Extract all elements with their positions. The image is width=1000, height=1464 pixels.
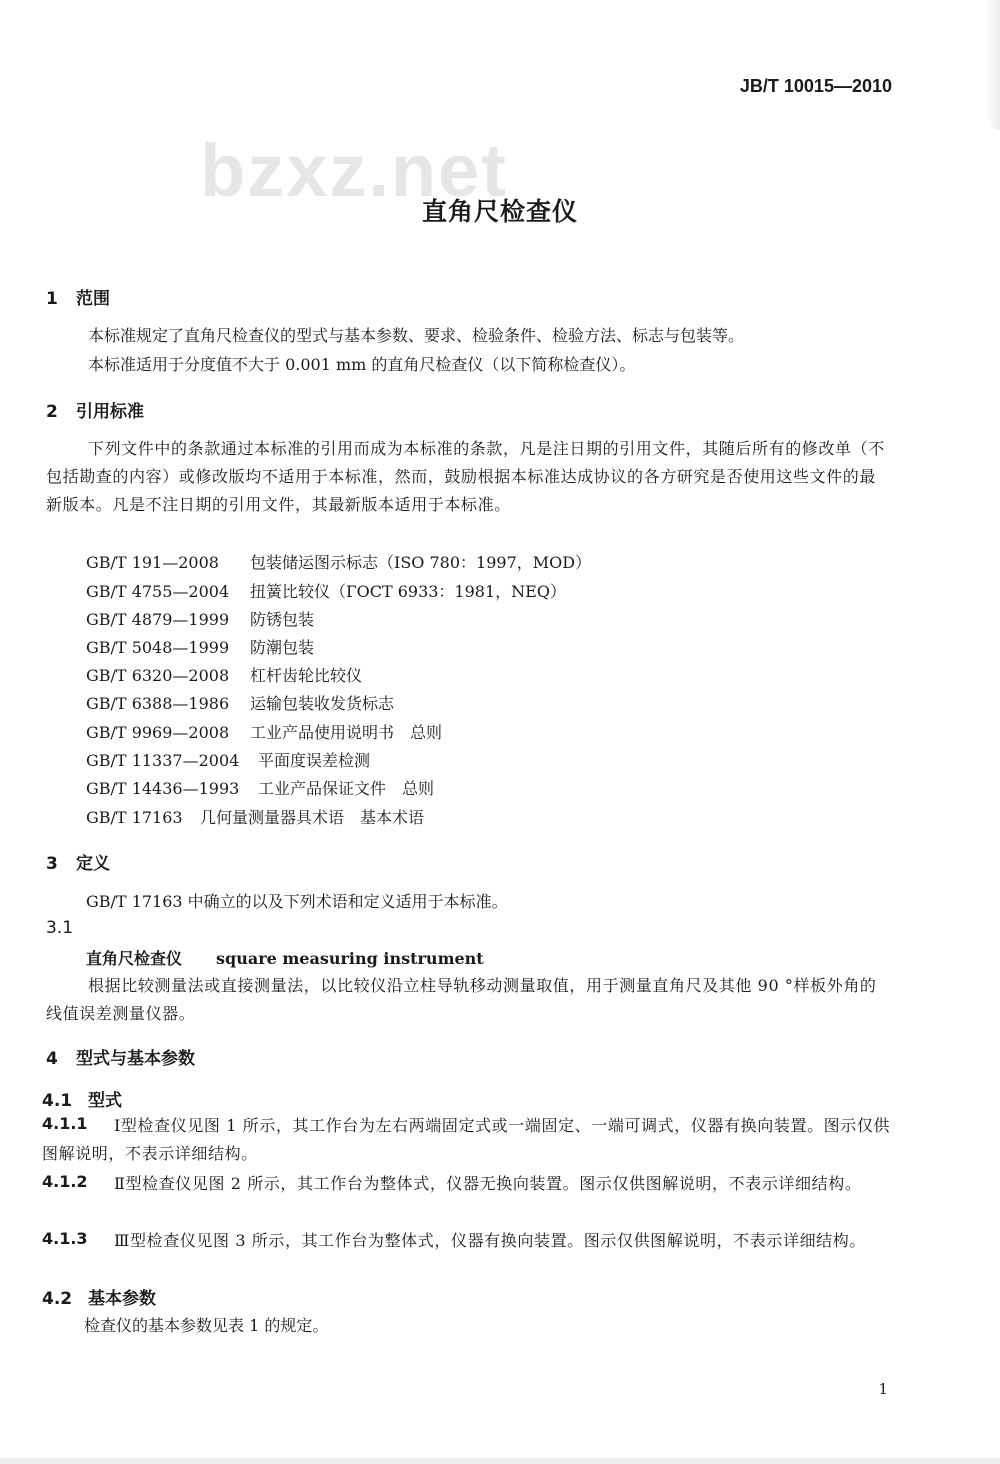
- section-1-heading: [46, 284, 110, 309]
- reference-item: [86, 635, 314, 658]
- reference-code: GB/T 6388—1986: [86, 694, 230, 713]
- reference-code: GB/T 14436—1993: [86, 779, 240, 798]
- reference-title: 杠杆齿轮比较仪: [250, 666, 363, 685]
- reference-code: GB/T 17163: [86, 808, 183, 827]
- subsection-title: 型式: [88, 1091, 122, 1111]
- reference-title: 平面度误差检测: [258, 751, 371, 770]
- reference-code: GB/T 4879—1999: [86, 610, 230, 629]
- reference-title: 扭簧比较仪（ГOCT 6933：1981，NEQ）: [250, 582, 566, 601]
- scope-paragraph-1: 本标准规定了直角尺检查仪的型式与基本参数、要求、检验条件、检验方法、标志与包装等。: [88, 326, 745, 345]
- reference-code: GB/T 11337—2004: [86, 751, 240, 770]
- document-title: 直角尺检查仪: [421, 197, 578, 226]
- term-english: square measuring instrument: [216, 949, 484, 968]
- section-title: 定义: [76, 854, 110, 874]
- reference-item: [86, 776, 434, 799]
- reference-title: 几何量测量器具术语 基本术语: [200, 808, 425, 827]
- standard-number: JB/T 10015—2010: [739, 76, 892, 96]
- reference-code: GB/T 6320—2008: [86, 666, 230, 685]
- reference-item: [86, 805, 424, 828]
- clause-number: 4.1.1: [42, 1114, 88, 1133]
- reference-item: [86, 663, 362, 686]
- clause-number: 4.1.2: [42, 1172, 88, 1191]
- reference-item: [86, 691, 394, 714]
- reference-item: [86, 579, 566, 602]
- reference-title: 防潮包装: [250, 638, 315, 657]
- subsection-4-2-heading: [42, 1284, 156, 1309]
- reference-item: [86, 720, 442, 743]
- section-4-heading: [46, 1044, 195, 1069]
- page-number: 1: [878, 1380, 888, 1398]
- subsection-number: 3.1: [46, 918, 74, 938]
- subsection-title: 基本参数: [88, 1289, 156, 1309]
- reference-title: 运输包装收发货标志: [250, 694, 395, 713]
- page-bottom-edge: [0, 1458, 1000, 1464]
- reference-item: [86, 550, 591, 573]
- section-2-heading: [46, 397, 144, 422]
- reference-title: 工业产品保证文件 总则: [258, 779, 435, 798]
- reference-title: 工业产品使用说明书 总则: [250, 723, 443, 742]
- clause-number: 4.1.3: [42, 1229, 88, 1248]
- section-number: 1: [46, 289, 58, 309]
- term-definition: 根据比较测量法或直接测量法，以比较仪沿立柱导轨移动测量取值，用于测量直角尺及其他 90 °样板外角的线值误差测量仪器。: [46, 976, 877, 1023]
- section-title: 型式与基本参数: [76, 1049, 195, 1069]
- term-chinese: 直角尺检查仪: [86, 949, 183, 968]
- scope-paragraph-2: 本标准适用于分度值不大于 0.001 mm 的直角尺检查仪（以下简称检查仪）。: [88, 355, 636, 374]
- clause-4-1-2-text: Ⅱ型检查仪见图 2 所示，其工作台为整体式，仪器无换向装置。图示仅供图解说明，不表示详细结构。: [114, 1174, 862, 1193]
- section-3-heading: [46, 849, 110, 874]
- section-number: 2: [46, 402, 58, 422]
- reference-code: GB/T 5048—1999: [86, 638, 230, 657]
- reference-code: GB/T 4755—2004: [86, 582, 230, 601]
- subsection-4-1-heading: [42, 1086, 122, 1111]
- parameters-paragraph: 检查仪的基本参数见表 1 的规定。: [84, 1316, 329, 1335]
- reference-item: [86, 607, 314, 630]
- reference-item: [86, 748, 370, 771]
- clause-4-1-3-text: Ⅲ型检查仪见图 3 所示，其工作台为整体式，仪器有换向装置。图示仅供图解说明，不表示详细结构。: [114, 1231, 866, 1250]
- definitions-paragraph: GB/T 17163 中确立的以及下列术语和定义适用于本标准。: [86, 892, 508, 911]
- watermark-logo: bzxz.net: [200, 129, 508, 212]
- reference-title: 防锈包装: [250, 610, 315, 629]
- section-title: 引用标准: [76, 402, 144, 422]
- references-intro-paragraph: 下列文件中的条款通过本标准的引用而成为本标准的条款，凡是注日期的引用文件，其随后所有的修改单（不包括勘查的内容）或修改版均不适用于本标准，然而，鼓励根据本标准达成协议的各方研究是否使用这些文件的最新版本。凡是不注日期的引用文件，其最新版本适用于本标准。: [46, 439, 885, 514]
- reference-code: GB/T 191—2008: [86, 553, 219, 572]
- section-title: 范围: [76, 289, 110, 309]
- page-edge-shadow: [986, 0, 1000, 130]
- reference-code: GB/T 9969—2008: [86, 723, 230, 742]
- section-number: 3: [46, 854, 58, 874]
- section-number: 4: [46, 1049, 58, 1069]
- subsection-number: 4.1: [42, 1091, 73, 1111]
- reference-title: 包装储运图示标志（ISO 780：1997，MOD）: [250, 553, 592, 572]
- subsection-number: 4.2: [42, 1289, 73, 1309]
- clause-4-1-1-text: Ⅰ型检查仪见图 1 所示，其工作台为左右两端固定式或一端固定、一端可调式，仪器有换向装置。图示仅供图解说明，不表示详细结构。: [42, 1116, 891, 1163]
- term-entry: [86, 946, 484, 969]
